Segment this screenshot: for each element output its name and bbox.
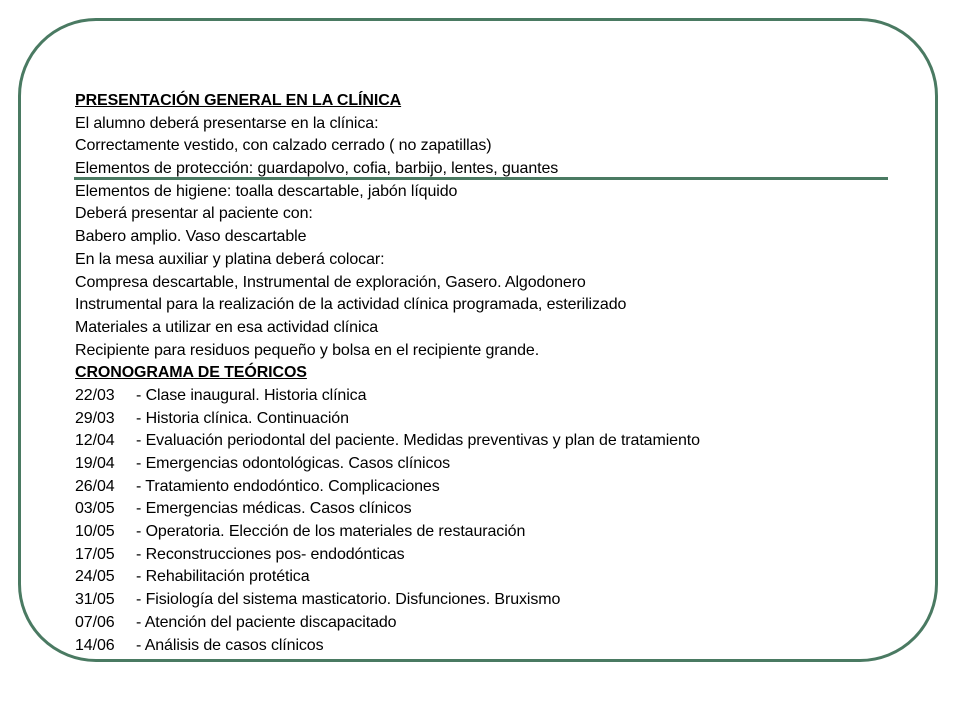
presentacion-line: Recipiente para residuos pequeño y bolsa en el recipiente grande.: [75, 341, 540, 359]
schedule-row: [75, 430, 895, 453]
schedule-row: [75, 453, 895, 476]
schedule-description: - Evaluación periodontal del paciente. Medidas preventivas y plan de tratamiento: [136, 432, 700, 450]
schedule-row: [75, 544, 895, 567]
presentacion-line: Elementos de protección: guardapolvo, cofia, barbijo, lentes, guantes: [75, 160, 559, 178]
schedule-date: 12/04: [75, 432, 115, 450]
schedule-description: - Operatoria. Elección de los materiales de restauración: [136, 523, 526, 541]
schedule-description: - Clase inaugural. Historia clínica: [136, 386, 367, 404]
schedule-date: 22/03: [75, 386, 115, 404]
presentacion-line: Deberá presentar al paciente con:: [75, 205, 313, 223]
schedule-date: 03/05: [75, 500, 115, 518]
schedule-row: [75, 589, 895, 612]
schedule-row: [75, 408, 895, 431]
presentacion-line: Compresa descartable, Instrumental de exploración, Gasero. Algodonero: [75, 273, 586, 291]
schedule-description: - Tratamiento endodóntico. Complicaciones: [136, 477, 440, 495]
presentacion-line: Elementos de higiene: toalla descartable, jabón líquido: [75, 182, 458, 200]
schedule-date: 17/05: [75, 545, 115, 563]
schedule-date: 14/06: [75, 636, 115, 654]
cronograma-heading: CRONOGRAMA DE TEÓRICOS: [75, 364, 307, 382]
schedule-date: 10/05: [75, 523, 115, 541]
schedule-description: - Emergencias médicas. Casos clínicos: [136, 500, 412, 518]
schedule-description: - Rehabilitación protética: [136, 568, 310, 586]
presentacion-line: Instrumental para la realización de la actividad clínica programada, esterilizado: [75, 296, 627, 314]
schedule-date: 31/05: [75, 591, 115, 609]
schedule-row: [75, 566, 895, 589]
schedule-description: - Historia clínica. Continuación: [136, 409, 349, 427]
schedule-date: 24/05: [75, 568, 115, 586]
schedule-description: - Reconstrucciones pos- endodónticas: [136, 545, 405, 563]
presentacion-line: Materiales a utilizar en esa actividad clínica: [75, 318, 379, 336]
schedule-date: 19/04: [75, 455, 115, 472]
document-body: [75, 90, 895, 657]
presentacion-line: En la mesa auxiliar y platina deberá colocar:: [75, 250, 385, 268]
presentacion-line: Correctamente vestido, con calzado cerrado ( no zapatillas): [75, 137, 492, 155]
schedule-date: 07/06: [75, 613, 115, 631]
presentacion-line: El alumno deberá presentarse en la clínica:: [75, 114, 379, 132]
schedule-description: - Atención del paciente discapacitado: [136, 613, 397, 631]
schedule-description: - Análisis de casos clínicos: [136, 636, 324, 654]
schedule-row: [75, 521, 895, 544]
schedule-row: [75, 498, 895, 521]
schedule-row: [75, 385, 895, 408]
schedule-row: [75, 635, 895, 658]
presentacion-heading: PRESENTACIÓN GENERAL EN LA CLÍNICA: [75, 92, 402, 109]
schedule-row: [75, 612, 895, 635]
schedule-date: 29/03: [75, 409, 115, 427]
schedule-description: - Emergencias odontológicas. Casos clínicos: [136, 455, 451, 472]
presentacion-line: Babero amplio. Vaso descartable: [75, 228, 307, 246]
schedule-description: - Fisiología del sistema masticatorio. Disfunciones. Bruxismo: [136, 591, 561, 609]
schedule-date: 26/04: [75, 477, 115, 495]
schedule-row: [75, 476, 895, 499]
